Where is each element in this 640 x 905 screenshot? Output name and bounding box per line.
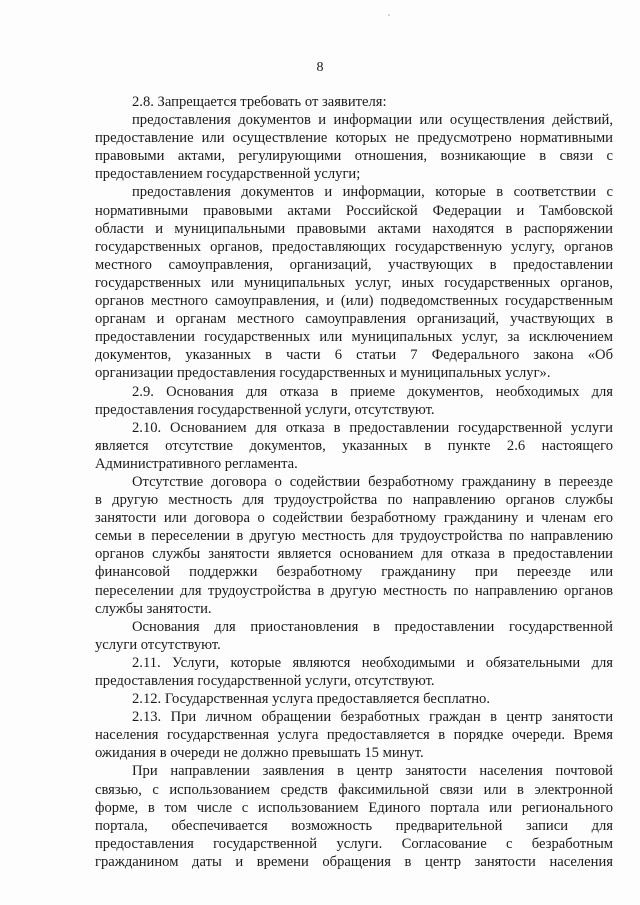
clause-2-12 xyxy=(95,690,613,708)
clause-2-8-item-b xyxy=(95,183,613,382)
text-line: финансовой поддержки безработному гражданину при переезде или xyxy=(95,564,613,581)
text-line: местного самоуправления, организаций, участвующих в предоставлении xyxy=(95,256,613,273)
text-line: 2.9. Основания для отказа в приеме документов, необходимых для xyxy=(132,383,613,400)
text-line: портала, обеспечивается возможность предварительной записи для xyxy=(95,817,613,834)
text-line: связью, с использованием средств факсимильной связи или в электронной xyxy=(95,781,613,798)
text-line: правовыми актами, регулирующими отношения, возникающие в связи с xyxy=(95,148,613,165)
clause-2-13 xyxy=(95,708,613,762)
document-body xyxy=(95,93,613,871)
text-line: нормативными правовыми актами Российской Федерации и Тамбовской xyxy=(95,202,613,219)
clause-2-8-item-a xyxy=(95,111,613,183)
text-line: гражданином даты и времени обращения в центр занятости населения xyxy=(95,853,613,870)
clause-2-10-suspension xyxy=(95,618,613,654)
text-line: предоставлении государственных или муниципальных услуг, за исключением xyxy=(95,329,613,346)
text-line: предоставление или осуществление которых не предусмотрено нормативными xyxy=(95,130,613,147)
text-line: государственных или муниципальных услуг, иных государственных органов, xyxy=(95,274,613,291)
text-line: предоставления документов и информации или осуществления действий, xyxy=(132,112,613,129)
text-line: предоставления государственной услуги. Согласование с безработным xyxy=(95,835,613,852)
text-line: Отсутствие договора о содействии безработному гражданину в переезде xyxy=(132,473,613,490)
text-line: органов местного самоуправления, и (или) подведомственных государственным xyxy=(95,293,613,310)
text-line: 2.13. При личном обращении безработных граждан в центр занятости xyxy=(132,709,613,726)
text-line: занятости или договора о содействии безработному гражданину и членам его xyxy=(95,510,613,527)
text-line: организации предоставления государственных и муниципальных услуг». xyxy=(95,365,551,382)
clause-2-10 xyxy=(95,419,613,473)
scan-speck xyxy=(388,14,390,16)
text-line: 2.11. Услуги, которые являются необходимыми и обязательными для xyxy=(132,654,613,671)
text-line: предоставления государственной услуги, отсутствуют. xyxy=(95,401,435,418)
text-line: органов службы занятости является основанием для отказа в предоставлении xyxy=(95,546,613,563)
text-line: форме, в том числе с использованием Единого портала или регионального xyxy=(95,799,613,816)
clause-2-8-heading xyxy=(95,93,613,111)
text-line: службы занятости. xyxy=(95,600,212,617)
text-line: государственных органов, предоставляющих государственную услугу, органов xyxy=(95,238,613,255)
page-number: 8 xyxy=(316,60,324,75)
clause-2-13-remote xyxy=(95,762,613,871)
text-line: услуги отсутствуют. xyxy=(95,636,221,653)
text-line: в другую местность для трудоустройства по направлению органов службы xyxy=(95,492,613,509)
text-line: 2.10. Основанием для отказа в предоставлении государственной услуги xyxy=(132,419,613,436)
text-line: переселении для трудоустройства в другую местность по направлению органов xyxy=(95,582,613,599)
text-line: документов, указанных в части 6 статьи 7 Федерального закона «Об xyxy=(95,347,613,364)
text-line: предоставления государственной услуги, отсутствуют. xyxy=(95,673,435,689)
text-line: предоставления документов и информации, которые в соответствии с xyxy=(132,184,613,201)
text-line: При направлении заявления в центр занятости населения почтовой xyxy=(132,763,613,780)
text-line: предоставлением государственной услуги; xyxy=(95,166,361,183)
text-line: населения государственная услуга предоставляется в порядке очереди. Время xyxy=(95,727,613,744)
text-line: Административного регламента. xyxy=(95,455,298,472)
text-line: семьи в переселении в другую местность для трудоустройства по направлению xyxy=(95,528,613,545)
clause-2-10-relocation xyxy=(95,473,613,618)
text-line: является отсутствие документов, указанных в пункте 2.6 настоящего xyxy=(95,437,613,454)
text-line: органам и органам местного самоуправления организаций, участвующих в xyxy=(95,311,613,328)
clause-2-9 xyxy=(95,383,613,419)
text-line: 2.12. Государственная услуга предоставляется бесплатно. xyxy=(132,691,491,708)
clause-2-11 xyxy=(95,654,613,690)
text-line: 2.8. Запрещается требовать от заявителя: xyxy=(132,94,387,110)
text-line: области и муниципальными правовыми актами находятся в распоряжении xyxy=(95,220,613,237)
text-line: Основания для приостановления в предоставлении государственной xyxy=(132,618,613,635)
text-line: ожидания в очереди не должно превышать 15 минут. xyxy=(95,745,424,762)
